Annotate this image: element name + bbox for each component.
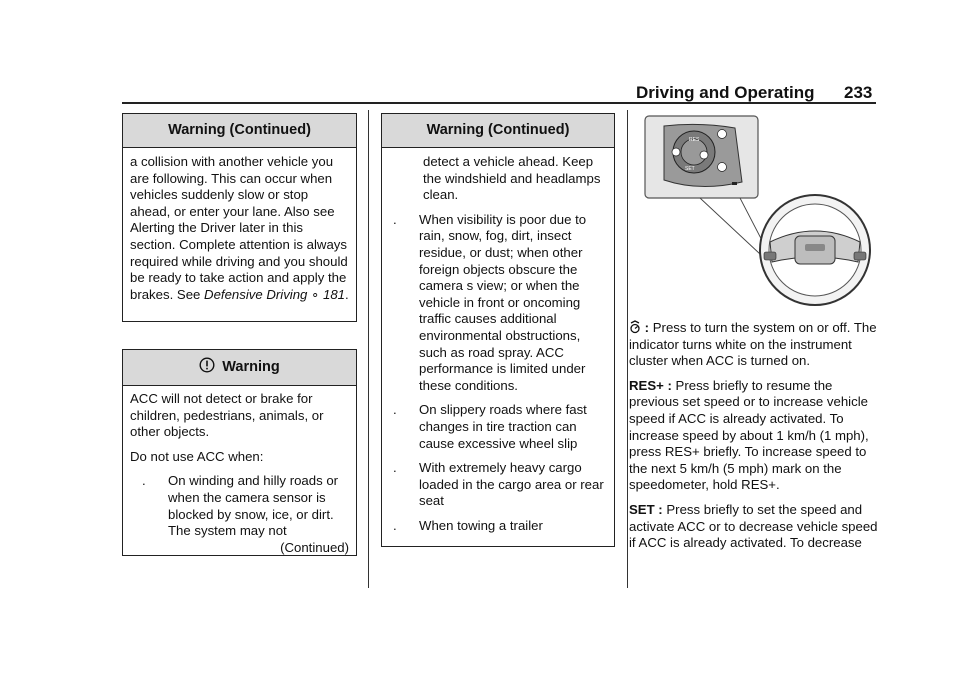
header-rule: [122, 102, 876, 104]
column-3-text: [629, 320, 879, 560]
bullet-text: On slippery roads where fast changes in tire traction can cause excessive wheel slip: [419, 402, 587, 451]
callout-line: [700, 198, 760, 254]
set-description: Press briefly to set the speed and activate ACC or to decrease vehicle speed if ACC is already activated. To decrease: [629, 501, 878, 551]
warning-paragraph: Do not use ACC when:: [130, 448, 264, 464]
bullet: .: [393, 211, 397, 227]
box-title: Warning (Continued): [382, 114, 614, 148]
bullet: .: [393, 517, 397, 533]
bullet-text: With extremely heavy cargo loaded in the cargo area or rear seat: [419, 460, 604, 509]
box-body: [123, 386, 356, 562]
box-title: [123, 350, 356, 386]
gap-icon[interactable]: [700, 151, 708, 159]
box-title: Warning (Continued): [123, 114, 356, 148]
column-divider-2: [627, 110, 628, 588]
phone-icon[interactable]: [718, 163, 727, 172]
list-item: [389, 212, 607, 395]
warning-paragraph: detect a vehicle ahead. Keep the windshield and headlamps clean.: [423, 154, 601, 203]
list-item: [389, 518, 607, 535]
column-divider-1: [368, 110, 369, 588]
right-switch-cluster: [854, 252, 866, 260]
bullet-text: When visibility is poor due to rain, snow, fog, dirt, insect residue, or dust; when other foreign objects obscure the camera s view; or when the vehicle in front or oncoming traffic causes additional environmental obstructions, such as road spray. ACC performance is limited under these conditions.: [419, 211, 587, 393]
box-body: [123, 148, 356, 309]
warning-icon: [199, 357, 215, 373]
cruise-icon[interactable]: [672, 148, 680, 156]
res-label: RES: [689, 137, 700, 143]
list-item: [389, 460, 607, 510]
bullet-text: When towing a trailer: [419, 517, 543, 533]
res-description: Press briefly to resume the previous set speed or to increase vehicle speed if ACC is already activated. To increase speed by about 1 km/h (1 mph), press RES+ briefly. To increase speed to the next 5 km/h (5 mph) mark on the speedometer, hold RES+.: [629, 377, 869, 493]
reference-end: .: [345, 286, 349, 302]
continued-label: (Continued): [280, 539, 349, 555]
warning-box-2: [122, 349, 357, 556]
cancel-icon: [732, 182, 737, 185]
warning-title: Warning: [222, 359, 280, 375]
bullet: .: [142, 473, 146, 489]
bullet-text: On winding and hilly roads or when the camera sensor is blocked by snow, ice, or dirt. The system may not: [168, 473, 339, 539]
onoff-label: :: [644, 320, 650, 335]
left-switch-cluster: [764, 252, 776, 260]
voice-icon[interactable]: [718, 130, 727, 139]
list-item: [389, 402, 607, 452]
page-ref-arrow-icon: ∘: [311, 286, 320, 302]
list-item: [130, 473, 349, 539]
bullet: .: [393, 402, 397, 418]
reference-link[interactable]: Defensive Driving: [204, 286, 308, 302]
steering-wheel-illustration: [640, 112, 880, 307]
warning-continued-box-1: [122, 113, 357, 322]
onoff-description: Press to turn the system on or off. The indicator turns white on the instrument cluster when ACC is turned on.: [629, 320, 877, 369]
section-title: Driving and Operating: [636, 83, 815, 102]
set-button-label: SET :: [629, 501, 663, 517]
warning-continued-box-2: [381, 113, 615, 547]
reference-page: 181: [323, 286, 346, 302]
brand-emblem: [805, 244, 825, 251]
cruise-control-icon: [629, 320, 641, 334]
warning-paragraph: ACC will not detect or brake for children, pedestrians, animals, or other objects.: [130, 391, 324, 440]
bullet: .: [393, 460, 397, 476]
warning-text: a collision with another vehicle you are following. This can occur when vehicles suddenly slow or stop ahead, or enter your lane. Also see Alerting the Driver later in this section. Complete attention is always required while driving and you should be ready to take action and apply the brakes. See: [130, 154, 348, 302]
set-label: SET: [685, 166, 695, 172]
box-body: [382, 148, 614, 548]
res-button-label: RES+ :: [629, 377, 672, 393]
page-number: 233: [844, 83, 873, 102]
